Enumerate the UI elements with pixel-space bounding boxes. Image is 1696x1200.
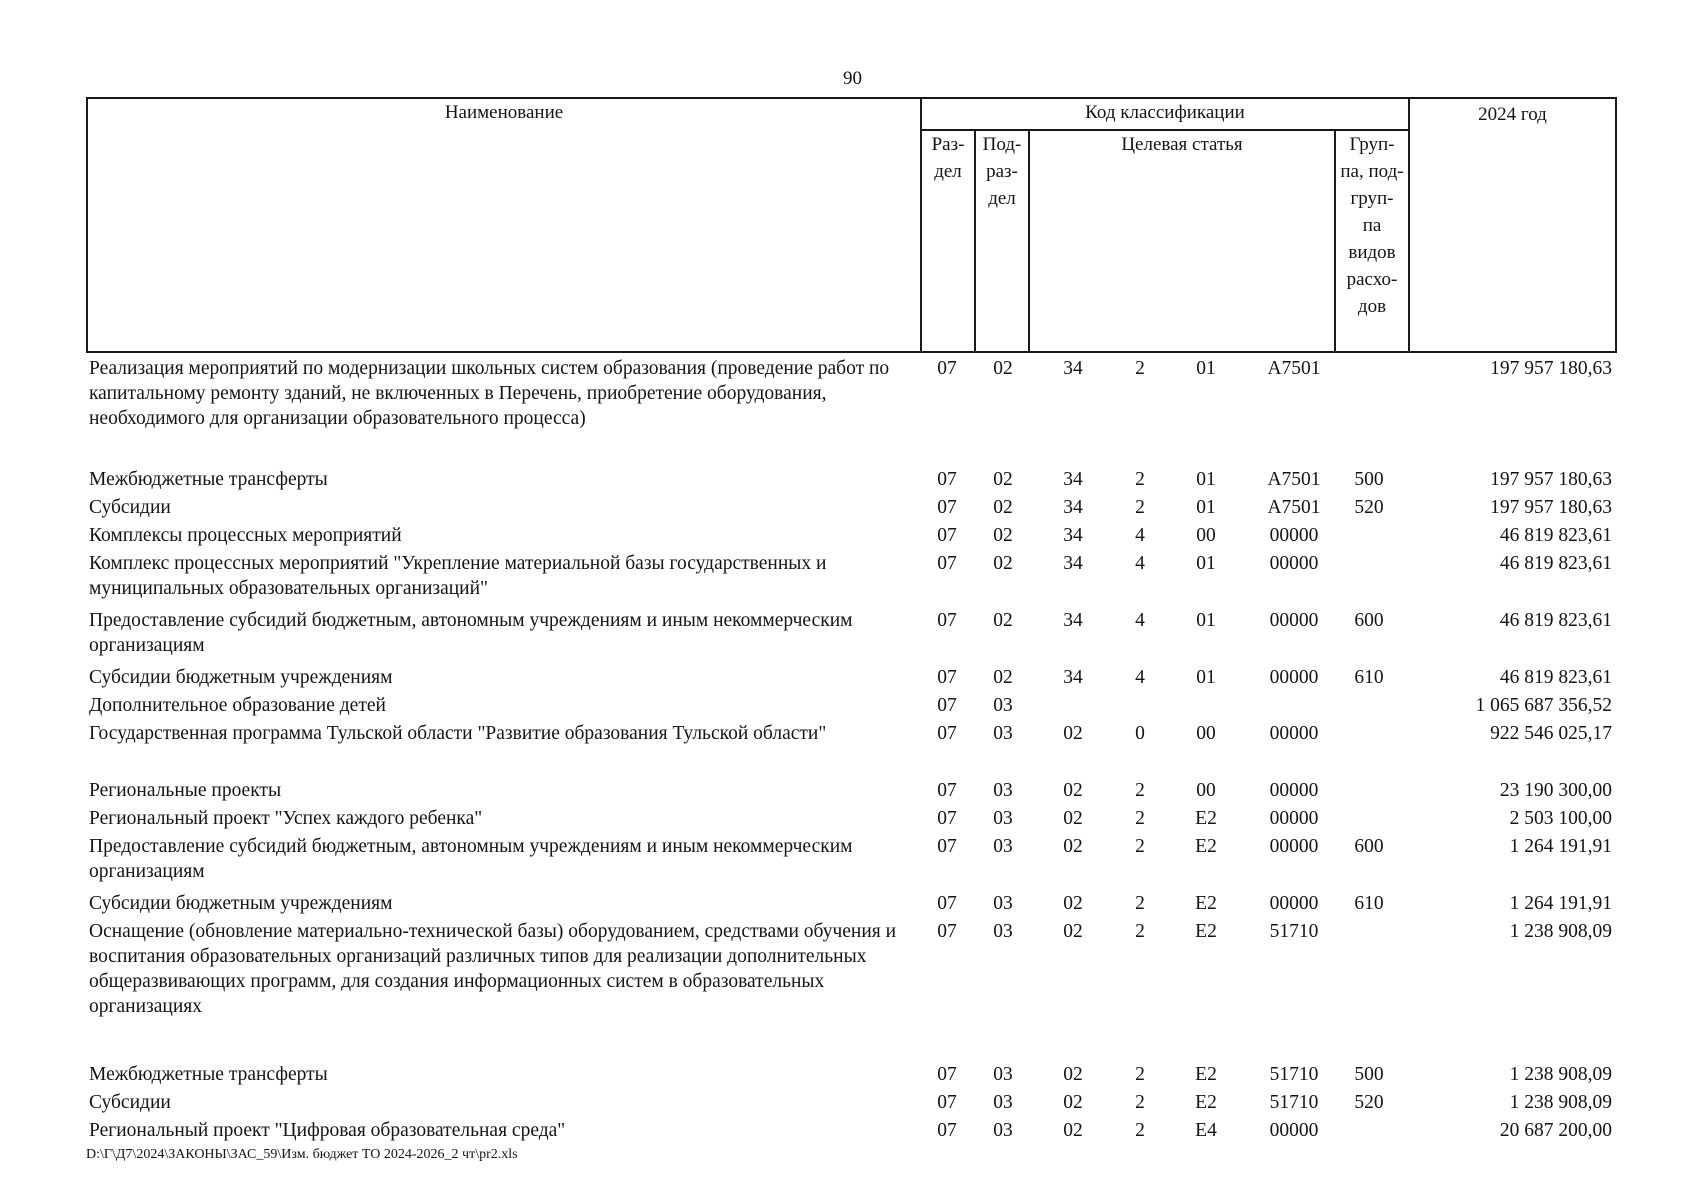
code-razdel: 07	[937, 893, 957, 914]
code-razdel: 07	[937, 780, 957, 801]
code-target-structure: 01	[1196, 469, 1216, 490]
code-target-structure: Е2	[1195, 836, 1217, 857]
code-target-program: 34	[1063, 497, 1083, 518]
row-name: Предоставление субсидий бюджетным, автономным учреждениям и иным некоммерческим организациям	[89, 836, 853, 882]
code-target-structure: 01	[1196, 553, 1216, 574]
header-divider	[1408, 99, 1410, 351]
code-target-direction: 00000	[1269, 808, 1319, 829]
code-target-structure: Е4	[1195, 1120, 1217, 1141]
amount-2024: 197 957 180,63	[1490, 497, 1612, 518]
code-target-type: 2	[1135, 780, 1145, 801]
code-target-program: 34	[1063, 667, 1083, 688]
header-podrazdel: Под- раз- дел	[982, 134, 1022, 209]
code-target-direction: 51710	[1269, 1092, 1319, 1113]
code-target-type: 4	[1135, 525, 1145, 546]
code-target-structure: 01	[1196, 497, 1216, 518]
code-target-direction: 00000	[1269, 667, 1319, 688]
row-name: Дополнительное образование детей	[89, 695, 386, 716]
code-target-type: 2	[1135, 893, 1145, 914]
header-group: Груп- па, под- груп- па видов расхо- дов	[1340, 134, 1404, 317]
code-target-program: 34	[1063, 553, 1083, 574]
row-name: Оснащение (обновление материально-технической базы) оборудованием, средствами обучения и воспитания образовательных организаций различных типов для реализации дополнительных общеразвивающих программ, для создания информационных систем в образовательных организациях	[89, 921, 897, 1017]
code-target-direction: 00000	[1269, 836, 1319, 857]
code-target-type: 2	[1135, 836, 1145, 857]
code-target-type: 4	[1135, 610, 1145, 631]
code-razdel: 07	[937, 921, 957, 942]
code-podrazdel: 03	[993, 1120, 1013, 1141]
code-target-structure: Е2	[1195, 808, 1217, 829]
code-target-direction: А7501	[1267, 469, 1321, 490]
code-target-type: 2	[1135, 469, 1145, 490]
code-target-structure: Е2	[1195, 893, 1217, 914]
code-razdel: 07	[937, 695, 957, 716]
amount-2024: 197 957 180,63	[1490, 358, 1612, 379]
code-razdel: 07	[937, 808, 957, 829]
code-target-type: 0	[1135, 723, 1145, 744]
row-name: Региональный проект "Цифровая образовательная среда"	[89, 1120, 566, 1141]
code-target-program: 02	[1063, 893, 1083, 914]
code-razdel: 07	[937, 610, 957, 631]
code-razdel: 07	[937, 1120, 957, 1141]
code-target-type: 2	[1135, 358, 1145, 379]
code-target-program: 02	[1063, 808, 1083, 829]
code-target-program: 34	[1063, 358, 1083, 379]
code-target-program: 02	[1063, 1120, 1083, 1141]
code-podrazdel: 02	[993, 553, 1013, 574]
header-razdel: Раз- дел	[931, 134, 965, 182]
code-podrazdel: 02	[993, 525, 1013, 546]
code-podrazdel: 03	[993, 695, 1013, 716]
code-podrazdel: 03	[993, 808, 1013, 829]
header-divider	[1028, 129, 1030, 351]
row-name: Субсидии бюджетным учреждениям	[89, 667, 393, 688]
amount-2024: 23 190 300,00	[1499, 780, 1612, 801]
code-target-direction: 00000	[1269, 893, 1319, 914]
amount-2024: 1 238 908,09	[1509, 1092, 1612, 1113]
row-name: Межбюджетные трансферты	[89, 469, 328, 490]
code-target-structure: Е2	[1195, 1064, 1217, 1085]
amount-2024: 197 957 180,63	[1490, 469, 1612, 490]
code-razdel: 07	[937, 469, 957, 490]
page-number: 90	[843, 68, 862, 89]
code-target-program: 02	[1063, 780, 1083, 801]
code-target-program: 02	[1063, 1092, 1083, 1113]
code-target-structure: 00	[1196, 525, 1216, 546]
code-razdel: 07	[937, 553, 957, 574]
code-podrazdel: 02	[993, 667, 1013, 688]
amount-2024: 1 065 687 356,52	[1475, 695, 1612, 716]
header-name: Наименование	[444, 102, 564, 123]
table-header	[86, 97, 1617, 353]
code-target-direction: А7501	[1267, 497, 1321, 518]
amount-2024: 2 503 100,00	[1509, 808, 1612, 829]
code-target-program: 34	[1063, 610, 1083, 631]
code-podrazdel: 03	[993, 780, 1013, 801]
code-target-program: 02	[1063, 723, 1083, 744]
row-name: Комплекс процессных мероприятий "Укрепление материальной базы государственных и муниципальных образовательных организаций"	[89, 553, 827, 599]
amount-2024: 46 819 823,61	[1499, 553, 1612, 574]
code-expense-group: 520	[1354, 1092, 1384, 1113]
code-target-direction: А7501	[1267, 358, 1321, 379]
code-expense-group: 600	[1354, 836, 1384, 857]
code-target-structure: 01	[1196, 667, 1216, 688]
code-expense-group: 610	[1354, 667, 1384, 688]
code-target-structure: 01	[1196, 610, 1216, 631]
amount-2024: 1 238 908,09	[1509, 921, 1612, 942]
code-target-program: 34	[1063, 469, 1083, 490]
code-expense-group: 500	[1354, 469, 1384, 490]
code-razdel: 07	[937, 497, 957, 518]
code-target-type: 2	[1135, 1092, 1145, 1113]
amount-2024: 46 819 823,61	[1499, 667, 1612, 688]
code-target-direction: 51710	[1269, 1064, 1319, 1085]
amount-2024: 20 687 200,00	[1499, 1120, 1612, 1141]
code-podrazdel: 03	[993, 1092, 1013, 1113]
code-razdel: 07	[937, 358, 957, 379]
code-target-program: 02	[1063, 921, 1083, 942]
amount-2024: 1 264 191,91	[1509, 893, 1612, 914]
code-podrazdel: 02	[993, 358, 1013, 379]
amount-2024: 1 238 908,09	[1509, 1064, 1612, 1085]
code-target-direction: 00000	[1269, 553, 1319, 574]
row-name: Комплексы процессных мероприятий	[89, 525, 402, 546]
amount-2024: 922 546 025,17	[1490, 723, 1612, 744]
code-expense-group: 600	[1354, 610, 1384, 631]
code-target-direction: 00000	[1269, 610, 1319, 631]
code-target-type: 2	[1135, 497, 1145, 518]
row-name: Предоставление субсидий бюджетным, автономным учреждениям и иным некоммерческим организациям	[89, 610, 853, 656]
code-target-program: 02	[1063, 836, 1083, 857]
code-target-structure: Е2	[1195, 921, 1217, 942]
row-name: Субсидии	[89, 1092, 171, 1113]
code-target-type: 2	[1135, 1064, 1145, 1085]
footer-file-path: D:\Г\Д7\2024\ЗАКОНЫ\ЗАС_59\Изм. бюджет ТО 2024-2026_2 чт\pr2.xls	[86, 1147, 518, 1162]
row-name: Субсидии	[89, 497, 171, 518]
code-razdel: 07	[937, 667, 957, 688]
code-razdel: 07	[937, 1064, 957, 1085]
code-target-direction: 51710	[1269, 921, 1319, 942]
code-razdel: 07	[937, 836, 957, 857]
code-target-type: 4	[1135, 667, 1145, 688]
code-expense-group: 500	[1354, 1064, 1384, 1085]
code-target-program: 34	[1063, 525, 1083, 546]
code-target-type: 2	[1135, 921, 1145, 942]
code-target-direction: 00000	[1269, 525, 1319, 546]
code-razdel: 07	[937, 723, 957, 744]
header-year: 2024 год	[1478, 104, 1547, 125]
code-razdel: 07	[937, 1092, 957, 1113]
code-target-direction: 00000	[1269, 780, 1319, 801]
code-target-structure: 00	[1196, 723, 1216, 744]
code-target-structure: Е2	[1195, 1092, 1217, 1113]
code-target-program: 02	[1063, 1064, 1083, 1085]
row-name: Межбюджетные трансферты	[89, 1064, 328, 1085]
code-target-direction: 00000	[1269, 1120, 1319, 1141]
amount-2024: 46 819 823,61	[1499, 610, 1612, 631]
code-target-type: 2	[1135, 1120, 1145, 1141]
code-podrazdel: 02	[993, 610, 1013, 631]
amount-2024: 1 264 191,91	[1509, 836, 1612, 857]
row-name: Реализация мероприятий по модернизации школьных систем образования (проведение работ по капитальному ремонту зданий, не включенных в Перечень, приобретение оборудования, необходимого для организации образовательного процесса)	[89, 358, 890, 429]
code-expense-group: 520	[1354, 497, 1384, 518]
code-podrazdel: 02	[993, 497, 1013, 518]
code-target-structure: 01	[1196, 358, 1216, 379]
row-name: Субсидии бюджетным учреждениям	[89, 893, 393, 914]
code-target-type: 4	[1135, 553, 1145, 574]
header-target-article: Целевая статья	[1121, 134, 1243, 155]
code-razdel: 07	[937, 525, 957, 546]
header-classification-code: Код классификации	[1085, 102, 1245, 123]
amount-2024: 46 819 823,61	[1499, 525, 1612, 546]
code-podrazdel: 03	[993, 723, 1013, 744]
code-podrazdel: 02	[993, 469, 1013, 490]
code-expense-group: 610	[1354, 893, 1384, 914]
code-target-type: 2	[1135, 808, 1145, 829]
row-name: Государственная программа Тульской области "Развитие образования Тульской области"	[89, 723, 827, 744]
code-podrazdel: 03	[993, 1064, 1013, 1085]
row-name: Региональный проект "Успех каждого ребенка"	[89, 808, 483, 829]
code-podrazdel: 03	[993, 893, 1013, 914]
code-podrazdel: 03	[993, 836, 1013, 857]
code-target-structure: 00	[1196, 780, 1216, 801]
code-podrazdel: 03	[993, 921, 1013, 942]
code-target-direction: 00000	[1269, 723, 1319, 744]
row-name: Региональные проекты	[89, 780, 282, 801]
